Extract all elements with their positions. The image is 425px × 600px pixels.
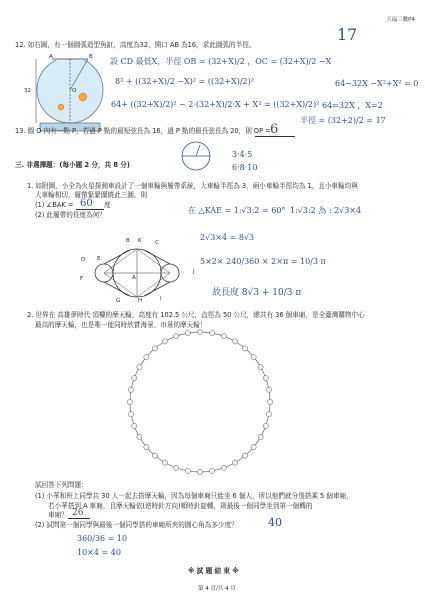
fig-label-g: G	[116, 298, 121, 304]
fish-icon	[79, 93, 87, 101]
ferris-cabin	[232, 339, 237, 344]
ferris-cabin	[258, 434, 263, 439]
q13-stem: 13. 圓 O 內有一點 P，若過 P 點的最短弦長為 16，過 P 點的最長弦長為 20，則 OP =	[15, 127, 271, 135]
ferris-cabin	[221, 334, 226, 339]
q1-sub1-blank	[76, 209, 104, 210]
ferris-cabin	[162, 339, 167, 344]
ferris-cabin	[266, 387, 271, 392]
fig-label-b2: B	[126, 238, 130, 244]
fish-icon	[58, 104, 64, 110]
fig-label-a2: A	[132, 275, 136, 281]
ferris-cabin	[137, 434, 142, 439]
q3-sub1-line2: 若小華搭到 A 車廂，且摩天輪依(逆時針方向)順時針旋轉，則最後一個同學坐到第一個轉的	[48, 502, 313, 510]
page-header-label: 五福三數P4	[386, 17, 415, 23]
ferris-cabin	[162, 460, 167, 465]
ferris-cabin	[263, 376, 268, 381]
ferris-cabin	[144, 354, 149, 359]
fig-label-32: 32	[24, 88, 31, 94]
ferris-cabin	[132, 376, 137, 381]
fig-label-i: I	[160, 296, 162, 302]
q3-sub2: (2) 試問第一個同學與最後一個同學搭的車廂所夾的圓心角為多少度？	[35, 521, 238, 529]
q12-hw-line1: 設 CD 最低X，半徑 OB = (32+X)/2 ，OC = (32+X)/2 −X	[110, 57, 332, 66]
q2-stem-line1: 2. 世界在 高雄夢時代 頂樓的摩天輪，高度有 102.5 公尺，直徑為 50 公尺，總共有 36 個車廂，是全臺灣購物中心	[27, 311, 365, 319]
ferris-cabin	[185, 331, 190, 336]
q13-hw-calc1: 3·4·5	[232, 150, 253, 159]
q3-intro: 試回答下列問題：	[35, 481, 88, 489]
q3-hw-calc1: 360/36 = 10	[77, 534, 128, 543]
ferris-cabin	[127, 399, 132, 404]
ferris-cabin	[152, 453, 157, 458]
ferris-cabin	[152, 346, 157, 351]
section3-heading: 三. 非選擇題：(每小題 2 分，共 8 分)	[15, 161, 130, 169]
footer-page: 第 4 頁/共 4 頁	[198, 586, 236, 592]
fig-label-h: H	[138, 298, 143, 304]
fig-label-k: K	[138, 238, 142, 244]
footer-end: ※ 試 題 結 束 ※	[188, 567, 239, 575]
ferris-cabin	[129, 412, 134, 417]
track-wheel-figure	[82, 242, 192, 304]
fig-label-b: B	[89, 54, 93, 60]
q1-sub1-unit: 度	[104, 201, 111, 209]
fig-label-e: E	[97, 256, 101, 262]
q12-hw-line4: 64−32X −X²+X² = 0	[335, 79, 419, 88]
ferris-cabin	[258, 364, 263, 369]
fig-label-d: D	[81, 257, 86, 263]
q12-hw-line5: 64=32X ，X=2	[322, 101, 383, 110]
ferris-cabin	[263, 423, 268, 428]
fig-label-f: F	[80, 276, 84, 282]
ferris-wheel-rim	[130, 332, 270, 472]
ferris-cabin	[197, 469, 202, 474]
q12-hw-line2: 8² + ((32+X)/2 −X)² = ((32+X)/2)²	[115, 77, 254, 86]
q12-hw-line3: 64+ ((32+X)/2)² − 2·(32+X)/2·X + X² = ((32+X)/2)²	[111, 100, 320, 109]
fig-label-c: C	[155, 240, 159, 246]
ferris-cabin	[221, 465, 226, 470]
ferris-cabin	[210, 468, 215, 473]
ferris-cabin	[210, 331, 215, 336]
q1-sub1-hw: 60	[80, 198, 93, 209]
ferris-cabin	[267, 399, 272, 404]
fig-label-a: A	[49, 54, 53, 60]
ferris-cabin	[144, 444, 149, 449]
ferris-cabin	[251, 444, 256, 449]
q13-hw-calc2: 6·8·10	[232, 163, 258, 172]
ferris-cabin	[266, 412, 271, 417]
ferris-cabin	[232, 460, 237, 465]
q3-sub1-line3: 車廂？	[48, 511, 68, 519]
q1-hw2: 1:√3:2 為 : 2√3×4	[290, 206, 362, 215]
q1-hw1: 在 △KAE = 1:√3:2 = 60°	[188, 206, 286, 215]
q12-hw-line6: 半徑 = (32+2)/2 = 17	[300, 116, 386, 125]
ferris-cabin	[251, 354, 256, 359]
q3-sub1-blank	[68, 518, 90, 519]
q3-hw-calc2: 10×4 = 40	[77, 548, 121, 557]
fig-label-o: O	[72, 88, 77, 94]
q3-sub2-hw: 40	[268, 516, 282, 529]
fig-label-j: J	[193, 269, 195, 275]
ferris-cabin	[197, 329, 202, 334]
q1-sub1: (1) ∠BAK =	[35, 201, 74, 209]
q3-sub1-line1: (1) 小華和班上同學共 30 人一起去搭摩天輪，因為每個車廂只能坐 6 個人，所以他們就分別搭乘 5 個車廂，	[35, 492, 353, 500]
q1-hw5: 故長度 8√3 + 10/3 π	[212, 288, 302, 298]
q12-hw-answer: 17	[337, 25, 358, 44]
ferris-cabin	[137, 364, 142, 369]
ferris-cabin	[185, 468, 190, 473]
q13-sketch	[178, 139, 218, 173]
ferris-wheel-figure	[120, 322, 280, 482]
ferris-cabin	[132, 423, 137, 428]
q12-stem: 12. 如右圖，有一個圓弧造型魚缸，高度為32，開口 AB 為16，求此圓弧的半徑。	[15, 41, 256, 49]
ferris-cabin	[242, 346, 247, 351]
q1-stem-line1: 1. 如附圖，小全為火星探測車設計了一個車輪與履帶系統，大車輪半徑為 3，兩小車輪半徑均為 1，且小車輪均與	[27, 182, 358, 190]
ferris-cabin	[174, 465, 179, 470]
ferris-cabin	[129, 387, 134, 392]
q1-hw4: 5×2× 240/360 × 2×π = 10/3 π	[200, 257, 326, 266]
q1-stem-line2: 大車輪相切，履帶緊緊圍繞此三圓，則	[35, 191, 148, 199]
q3-sub1-hw: 26	[72, 508, 84, 518]
q2-stem-line2: 最高的摩天輪，也是唯一能同時欣賞海景、市景的摩天輪！	[35, 321, 207, 329]
q1-hw3: 2√3×4 = 8√3	[200, 233, 255, 242]
ferris-cabin	[242, 453, 247, 458]
ferris-cabin	[174, 334, 179, 339]
q1-sub2: (2) 此履帶的長度為何？	[35, 211, 106, 219]
q13-hw-answer: 6	[270, 122, 279, 137]
